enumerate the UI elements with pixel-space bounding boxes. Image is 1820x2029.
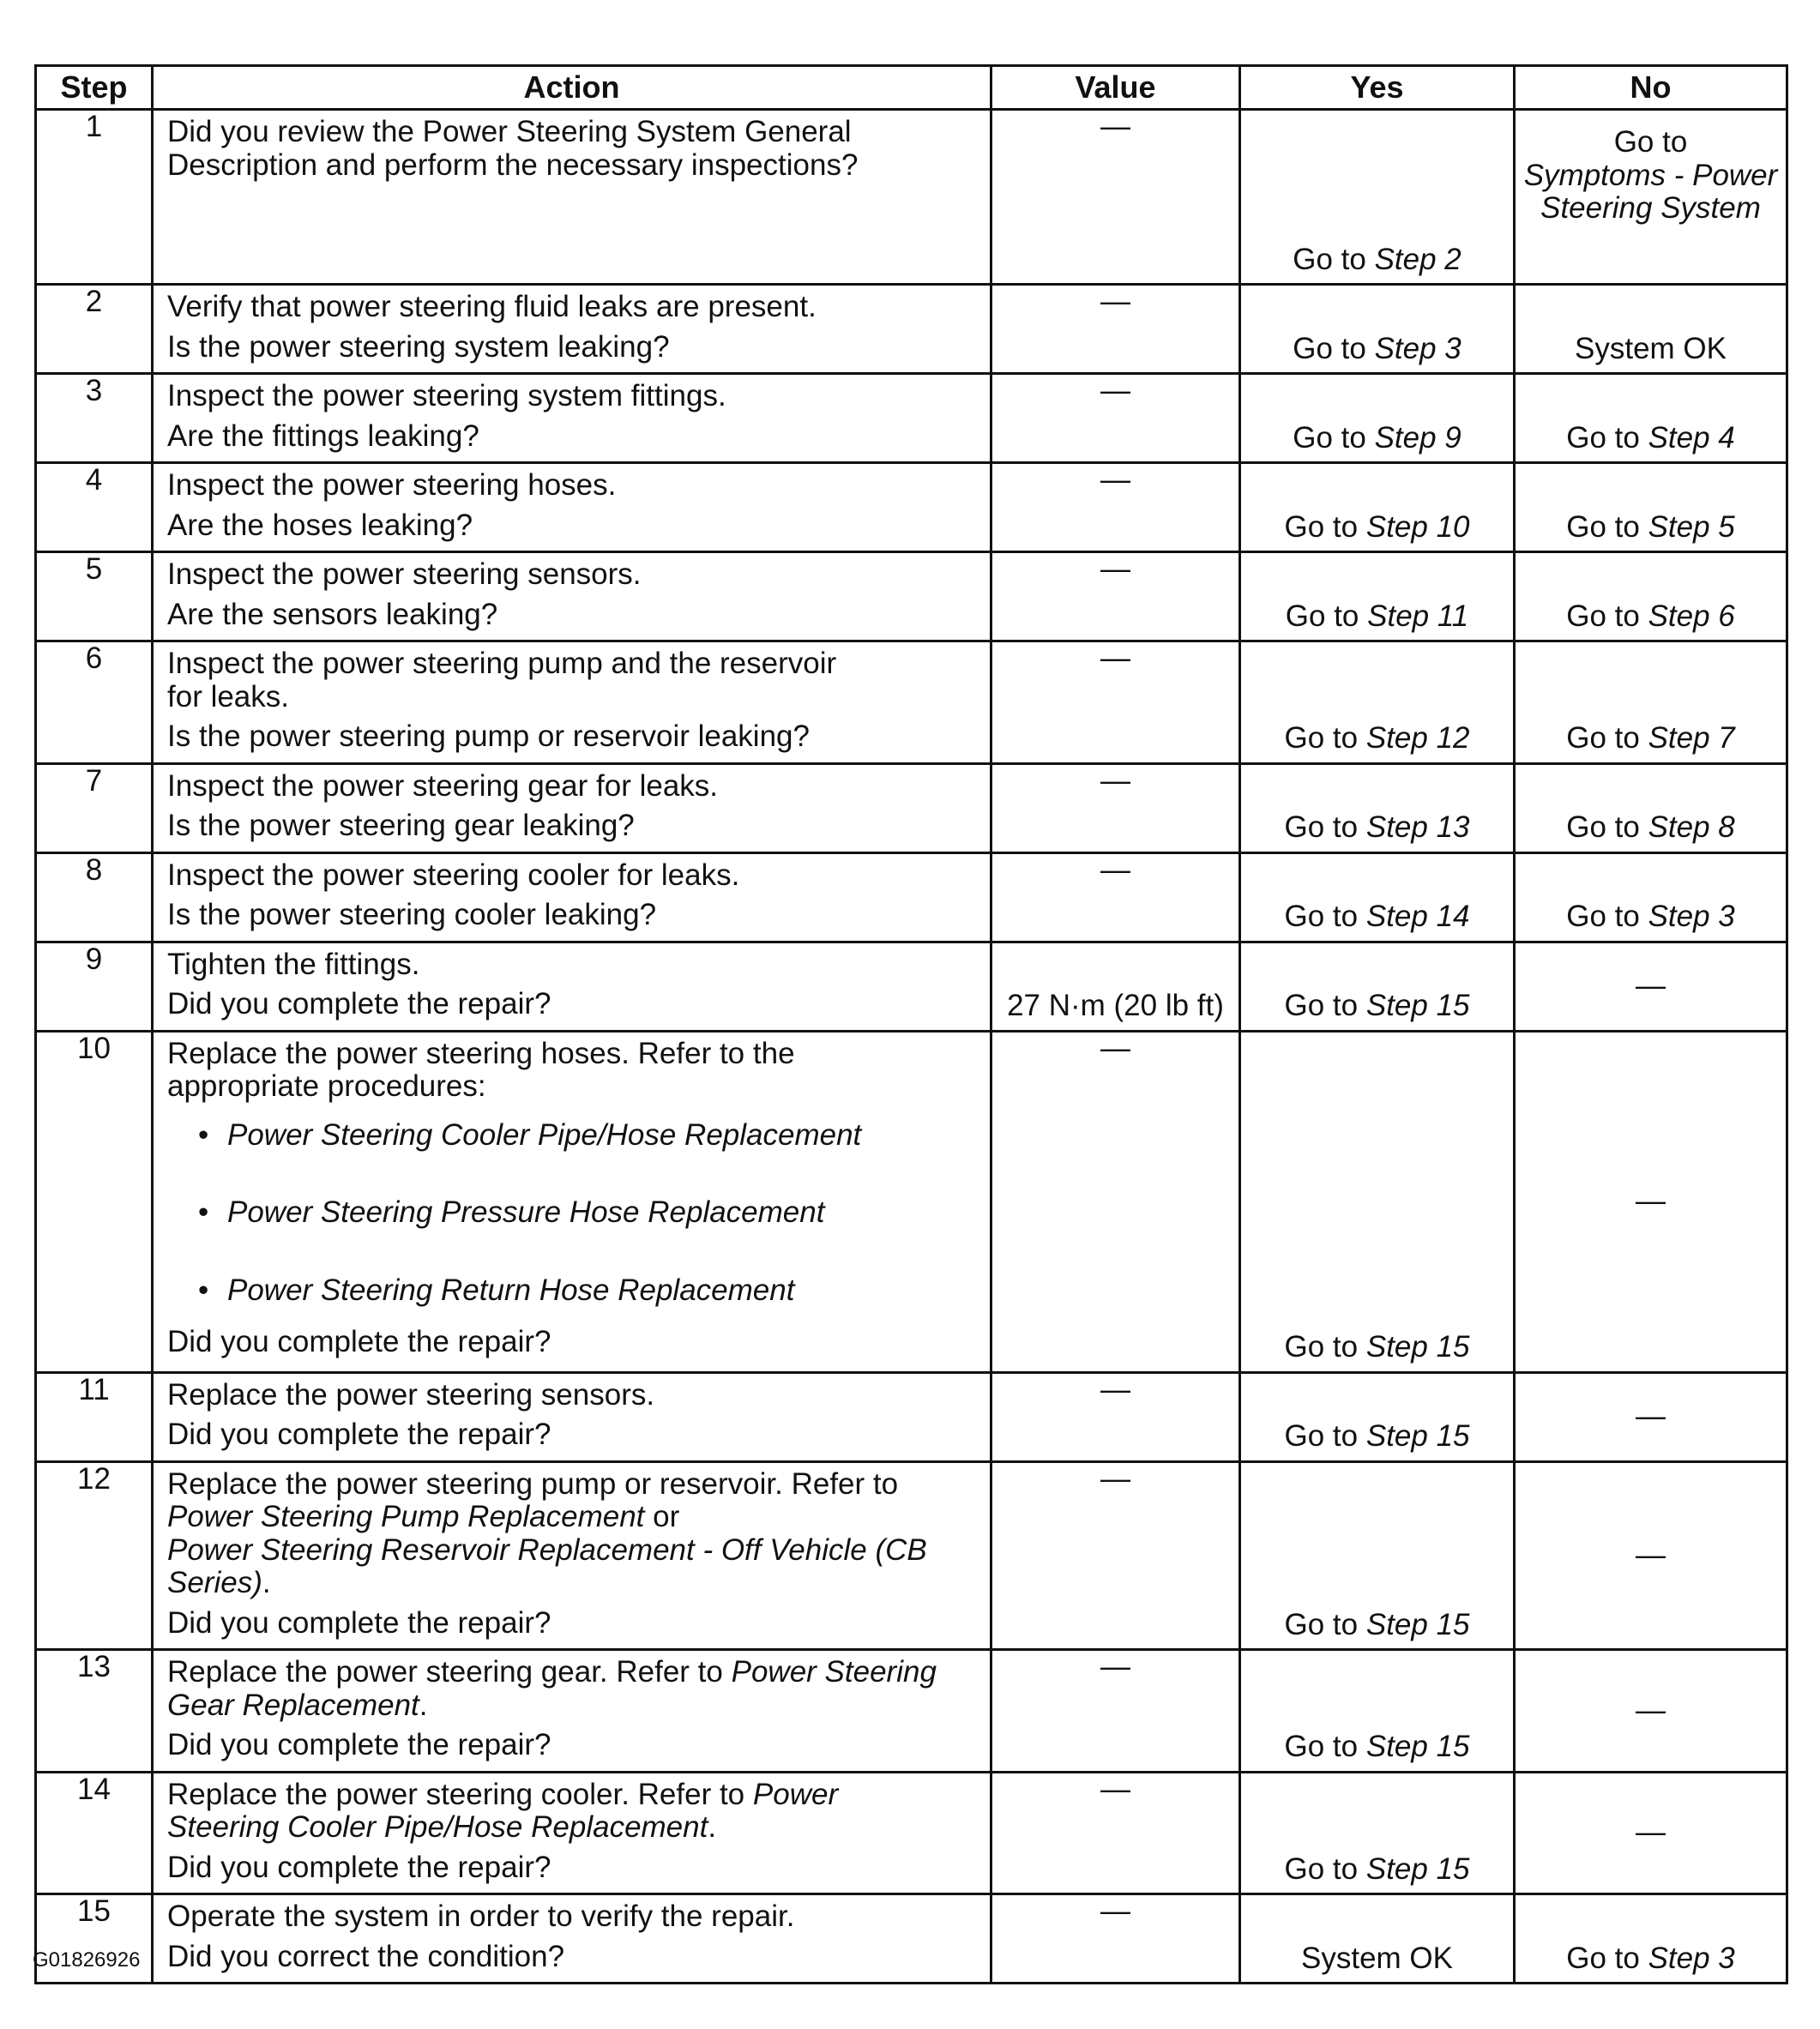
action-cell bbox=[153, 1372, 991, 1461]
figure-id: G01826926 bbox=[33, 1948, 141, 1972]
table-row bbox=[36, 852, 1787, 942]
step-link[interactable]: Step 12 bbox=[1365, 721, 1470, 755]
action-cell bbox=[153, 641, 991, 764]
step-link[interactable]: Step 15 bbox=[1365, 1851, 1470, 1886]
step-link[interactable]: Step 11 bbox=[1367, 599, 1469, 633]
action-cell bbox=[153, 463, 991, 552]
table-row bbox=[36, 641, 1787, 764]
step-number: 3 bbox=[36, 374, 153, 463]
yes-cell bbox=[1240, 1772, 1515, 1894]
value-cell: — bbox=[991, 110, 1240, 285]
action-text: Replace the power steering hoses. Refer to the appropriate procedures: bbox=[167, 1036, 795, 1103]
action-question: Did you complete the repair? bbox=[167, 987, 551, 1021]
yes-cell bbox=[1240, 641, 1515, 764]
go-to-text: Go to bbox=[1284, 721, 1359, 755]
step-link[interactable]: Step 10 bbox=[1365, 509, 1470, 544]
value-cell: — bbox=[991, 552, 1240, 641]
header-action: Action bbox=[153, 66, 991, 110]
action-lead: Replace the power steering pump or reservoir. Refer to bbox=[167, 1466, 899, 1501]
step-link[interactable]: Step 9 bbox=[1374, 420, 1461, 455]
yes-cell bbox=[1240, 110, 1515, 285]
action-cell bbox=[153, 852, 991, 942]
action-question: Is the power steering gear leaking? bbox=[167, 809, 635, 842]
step-number: 12 bbox=[36, 1461, 153, 1650]
bullet-icon: • bbox=[198, 1273, 209, 1307]
no-cell: System OK bbox=[1515, 285, 1787, 374]
value-cell: — bbox=[991, 1461, 1240, 1650]
action-text bbox=[167, 1656, 976, 1722]
no-cell bbox=[1515, 852, 1787, 942]
table-row bbox=[36, 1031, 1787, 1372]
table-row bbox=[36, 110, 1787, 285]
step-number: 10 bbox=[36, 1031, 153, 1372]
step-number: 1 bbox=[36, 110, 153, 285]
bullet-icon: • bbox=[198, 1117, 209, 1152]
action-text: Did you review the Power Steering System General Description and perform the necessary inspections? bbox=[167, 115, 859, 182]
no-cell: — bbox=[1515, 942, 1787, 1031]
action-cell bbox=[153, 942, 991, 1031]
step-link[interactable]: Step 4 bbox=[1648, 420, 1735, 455]
go-to-text: Go to bbox=[1284, 1419, 1359, 1453]
go-to-text: Go to bbox=[1285, 599, 1359, 633]
value-cell: — bbox=[991, 1650, 1240, 1773]
action-text: Inspect the power steering gear for leaks. bbox=[167, 768, 719, 803]
value-cell: — bbox=[991, 1894, 1240, 1984]
period-text: . bbox=[419, 1688, 428, 1722]
action-question: Did you complete the repair? bbox=[167, 1728, 551, 1761]
action-question: Are the hoses leaking? bbox=[167, 508, 473, 542]
action-lead: Replace the power steering gear. Refer to bbox=[167, 1655, 723, 1689]
action-question: Are the fittings leaking? bbox=[167, 418, 479, 453]
action-text: Inspect the power steering hoses. bbox=[167, 468, 617, 502]
yes-cell bbox=[1240, 463, 1515, 552]
go-to-text: Go to bbox=[1613, 125, 1688, 159]
no-cell bbox=[1515, 552, 1787, 641]
go-to-text: Go to bbox=[1566, 509, 1640, 544]
action-text: Replace the power steering sensors. bbox=[167, 1377, 655, 1412]
go-to-text: Go to bbox=[1566, 810, 1640, 844]
procedure-link[interactable]: Power Steering Gear Replacement bbox=[167, 1655, 937, 1722]
action-question: Did you complete the repair? bbox=[167, 1325, 551, 1358]
action-lead: Replace the power steering cooler. Refer to bbox=[167, 1777, 745, 1811]
action-cell bbox=[153, 763, 991, 852]
header-no: No bbox=[1515, 66, 1787, 110]
header-row bbox=[36, 66, 1787, 110]
step-link[interactable]: Step 15 bbox=[1365, 989, 1470, 1022]
value-cell: 27 N·m (20 lb ft) bbox=[991, 942, 1240, 1031]
no-cell: — bbox=[1515, 1650, 1787, 1773]
action-question: Is the power steering cooler leaking? bbox=[167, 898, 657, 931]
go-to-text: Go to bbox=[1293, 242, 1366, 276]
value-cell: — bbox=[991, 1772, 1240, 1894]
go-to-text: Go to bbox=[1284, 1330, 1359, 1364]
yes-cell bbox=[1240, 1461, 1515, 1650]
no-cell: — bbox=[1515, 1031, 1787, 1372]
step-number: 9 bbox=[36, 942, 153, 1031]
or-text: or bbox=[653, 1500, 680, 1533]
header-yes: Yes bbox=[1240, 66, 1515, 110]
action-text: Verify that power steering fluid leaks are present. bbox=[167, 290, 817, 323]
yes-cell bbox=[1240, 374, 1515, 463]
procedure-link[interactable]: Power Steering Pump Replacement bbox=[167, 1500, 645, 1533]
yes-cell bbox=[1240, 1031, 1515, 1372]
table-row bbox=[36, 552, 1787, 641]
step-number: 6 bbox=[36, 641, 153, 764]
procedure-list bbox=[167, 1119, 976, 1308]
no-cell: — bbox=[1515, 1461, 1787, 1650]
action-cell bbox=[153, 1894, 991, 1984]
action-question: Is the power steering pump or reservoir leaking? bbox=[167, 719, 810, 753]
step-link[interactable]: Step 3 bbox=[1648, 1941, 1735, 1975]
action-cell bbox=[153, 110, 991, 285]
procedure-link[interactable]: Power Steering Cooler Pipe/Hose Replacement bbox=[227, 1117, 862, 1152]
step-link[interactable]: Step 8 bbox=[1648, 810, 1735, 844]
go-to-text: Go to bbox=[1284, 1607, 1359, 1641]
yes-cell bbox=[1240, 285, 1515, 374]
go-to-text: Go to bbox=[1566, 1941, 1640, 1975]
step-number: 15 bbox=[36, 1894, 153, 1984]
step-link[interactable]: Step 15 bbox=[1365, 1607, 1470, 1641]
header-step: Step bbox=[36, 66, 153, 110]
header-value: Value bbox=[991, 66, 1240, 110]
action-cell bbox=[153, 374, 991, 463]
step-link[interactable]: Step 13 bbox=[1365, 810, 1470, 844]
go-to-text: Go to bbox=[1293, 420, 1366, 455]
procedure-link[interactable]: Power Steering Reservoir Replacement - Off Vehicle (CB Series) bbox=[167, 1532, 927, 1599]
action-text: Tighten the fittings. bbox=[167, 947, 420, 981]
action-cell bbox=[153, 1650, 991, 1773]
step-link[interactable]: Step 15 bbox=[1365, 1419, 1470, 1453]
go-to-text: Go to bbox=[1293, 331, 1366, 365]
action-text bbox=[167, 1468, 976, 1600]
value-cell: — bbox=[991, 852, 1240, 942]
yes-cell bbox=[1240, 1372, 1515, 1461]
table-row bbox=[36, 1894, 1787, 1984]
procedure-link[interactable]: Power Steering Pressure Hose Replacement bbox=[227, 1195, 825, 1229]
step-number: 2 bbox=[36, 285, 153, 374]
bullet-icon: • bbox=[198, 1195, 209, 1229]
value-cell: — bbox=[991, 374, 1240, 463]
table-row bbox=[36, 763, 1787, 852]
step-link[interactable]: Step 3 bbox=[1374, 331, 1461, 365]
go-to-text: Go to bbox=[1566, 599, 1640, 633]
step-link[interactable]: Step 15 bbox=[1365, 1730, 1470, 1763]
symptoms-link[interactable]: Symptoms - Power Steering System bbox=[1523, 158, 1778, 225]
yes-cell: System OK bbox=[1240, 1894, 1515, 1984]
value-cell: — bbox=[991, 1031, 1240, 1372]
action-question: Are the sensors leaking? bbox=[167, 597, 498, 631]
yes-cell bbox=[1240, 852, 1515, 942]
action-text: Inspect the power steering system fittings. bbox=[167, 379, 726, 412]
action-cell bbox=[153, 285, 991, 374]
no-cell bbox=[1515, 463, 1787, 552]
procedure-link[interactable]: Power Steering Return Hose Replacement bbox=[227, 1273, 795, 1307]
table-row bbox=[36, 1772, 1787, 1894]
table-row bbox=[36, 1461, 1787, 1650]
step-link[interactable]: Step 3 bbox=[1648, 900, 1735, 933]
value-cell: — bbox=[991, 1372, 1240, 1461]
action-cell bbox=[153, 1461, 991, 1650]
no-cell bbox=[1515, 641, 1787, 764]
no-cell bbox=[1515, 1894, 1787, 1984]
yes-cell bbox=[1240, 763, 1515, 852]
go-to-text: Go to bbox=[1284, 810, 1359, 844]
table-row bbox=[36, 285, 1787, 374]
step-number: 11 bbox=[36, 1372, 153, 1461]
step-number: 13 bbox=[36, 1650, 153, 1773]
action-text: Inspect the power steering sensors. bbox=[167, 557, 642, 591]
no-cell: — bbox=[1515, 1772, 1787, 1894]
action-question: Did you correct the condition? bbox=[167, 1939, 565, 1973]
go-to-text: Go to bbox=[1284, 989, 1359, 1022]
action-cell bbox=[153, 1031, 991, 1372]
action-text: Inspect the power steering pump and the reservoir for leaks. bbox=[167, 647, 837, 713]
action-cell bbox=[153, 552, 991, 641]
no-cell bbox=[1515, 374, 1787, 463]
yes-cell bbox=[1240, 552, 1515, 641]
action-question: Did you complete the repair? bbox=[167, 1850, 551, 1884]
action-question: Did you complete the repair? bbox=[167, 1605, 551, 1640]
table-row bbox=[36, 942, 1787, 1031]
period-text: . bbox=[708, 1810, 717, 1844]
value-cell: — bbox=[991, 463, 1240, 552]
table-row bbox=[36, 374, 1787, 463]
go-to-text: Go to bbox=[1284, 509, 1359, 544]
yes-cell bbox=[1240, 942, 1515, 1031]
no-cell bbox=[1515, 110, 1787, 285]
procedure-link[interactable]: Power Steering Cooler Pipe/Hose Replacement bbox=[167, 1777, 839, 1844]
value-cell: — bbox=[991, 641, 1240, 764]
step-number: 5 bbox=[36, 552, 153, 641]
go-to-text: Go to bbox=[1284, 1730, 1359, 1763]
yes-cell bbox=[1240, 1650, 1515, 1773]
step-link[interactable]: Step 14 bbox=[1365, 900, 1470, 933]
step-link[interactable]: Step 5 bbox=[1648, 509, 1735, 544]
list-item[interactable] bbox=[198, 1274, 976, 1308]
action-question: Is the power steering system leaking? bbox=[167, 329, 670, 364]
value-cell: — bbox=[991, 763, 1240, 852]
step-number: 7 bbox=[36, 763, 153, 852]
step-number: 4 bbox=[36, 463, 153, 552]
go-to-text: Go to bbox=[1566, 420, 1640, 455]
go-to-text: Go to bbox=[1566, 721, 1640, 755]
list-item[interactable] bbox=[198, 1119, 976, 1153]
step-number: 8 bbox=[36, 852, 153, 942]
action-text: Operate the system in order to verify the repair. bbox=[167, 1900, 795, 1933]
go-to-text: Go to bbox=[1284, 1851, 1359, 1886]
action-question: Did you complete the repair? bbox=[167, 1418, 551, 1451]
table-row bbox=[36, 463, 1787, 552]
step-link[interactable]: Step 2 bbox=[1374, 242, 1461, 276]
action-text bbox=[167, 1779, 888, 1845]
go-to-text: Go to bbox=[1284, 900, 1359, 933]
go-to-text: Go to bbox=[1566, 900, 1640, 933]
period-text: . bbox=[262, 1566, 271, 1599]
action-cell bbox=[153, 1772, 991, 1894]
table-row bbox=[36, 1372, 1787, 1461]
step-link[interactable]: Step 15 bbox=[1365, 1330, 1470, 1364]
action-text: Inspect the power steering cooler for leaks. bbox=[167, 858, 740, 892]
list-item[interactable] bbox=[198, 1196, 976, 1230]
step-number: 14 bbox=[36, 1772, 153, 1894]
no-cell: — bbox=[1515, 1372, 1787, 1461]
diagnostic-table bbox=[34, 64, 1788, 1984]
table-row bbox=[36, 1650, 1787, 1773]
step-link[interactable]: Step 6 bbox=[1648, 599, 1735, 633]
step-link[interactable]: Step 7 bbox=[1648, 721, 1735, 755]
value-cell: — bbox=[991, 285, 1240, 374]
no-cell bbox=[1515, 763, 1787, 852]
